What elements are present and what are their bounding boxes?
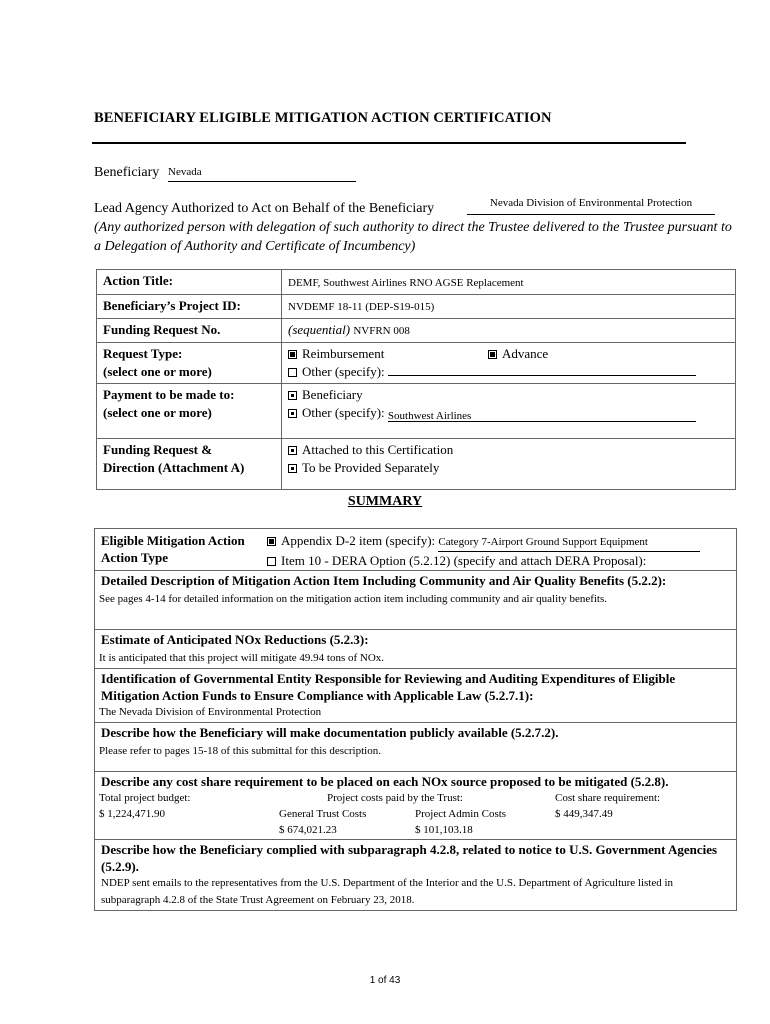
nox-cell bbox=[95, 630, 737, 669]
description-text[interactable]: See pages 4-14 for detailed information on the mitigation action item including community and air quality benefits. bbox=[99, 593, 608, 605]
page-title: BENEFICIARY ELIGIBLE MITIGATION ACTION CERTIFICATION bbox=[94, 110, 552, 126]
payment-options bbox=[282, 384, 736, 439]
appendix-value: Category 7-Airport Ground Support Equipment bbox=[438, 536, 648, 548]
general-trust-label: General Trust Costs bbox=[279, 808, 367, 820]
reimbursement-checkbox[interactable] bbox=[288, 350, 297, 359]
total-budget-label: Total project budget: bbox=[99, 792, 191, 804]
documentation-cell bbox=[95, 723, 737, 772]
action-type-label-1: Eligible Mitigation Action bbox=[101, 533, 245, 548]
description-cell bbox=[95, 571, 737, 630]
funding-direction-label bbox=[97, 439, 282, 490]
item10-label: Item 10 - DERA Option (5.2.12) (specify and attach DERA Proposal): bbox=[281, 553, 647, 568]
separately-option[interactable] bbox=[288, 459, 729, 477]
beneficiary-checkbox[interactable] bbox=[288, 391, 297, 400]
request-type-label bbox=[97, 343, 282, 384]
funding-no-label: Funding Request No. bbox=[97, 319, 282, 343]
beneficiary-option[interactable] bbox=[288, 386, 729, 404]
action-title-value[interactable]: DEMF, Southwest Airlines RNO AGSE Replacement bbox=[282, 270, 736, 295]
payment-other-checkbox[interactable] bbox=[288, 409, 297, 418]
appendix-label: Appendix D-2 item (specify): bbox=[281, 533, 436, 548]
attached-checkbox[interactable] bbox=[288, 446, 297, 455]
request-other-checkbox[interactable] bbox=[288, 368, 297, 377]
advance-label: Advance bbox=[502, 346, 549, 361]
gov-entity-cell bbox=[95, 669, 737, 723]
advance-checkbox[interactable] bbox=[488, 350, 497, 359]
total-budget-value[interactable]: $ 1,224,471.90 bbox=[99, 808, 165, 820]
beneficiary-label: Beneficiary bbox=[94, 165, 160, 180]
funding-direction-title-2: Direction (Attachment A) bbox=[103, 460, 245, 475]
trust-costs-column bbox=[279, 790, 555, 838]
reimbursement-option[interactable] bbox=[288, 345, 488, 363]
attached-label: Attached to this Certification bbox=[302, 442, 454, 457]
action-type-label-2: Action Type bbox=[101, 550, 169, 565]
beneficiary-option-label: Beneficiary bbox=[302, 387, 363, 402]
separately-label: To be Provided Separately bbox=[302, 460, 440, 475]
lead-agency-label: Lead Agency Authorized to Act on Behalf of the Beneficiary bbox=[94, 201, 435, 216]
summary-table bbox=[94, 528, 737, 911]
item10-checkbox[interactable] bbox=[267, 557, 276, 566]
cost-share-column bbox=[555, 790, 660, 838]
beneficiary-field[interactable] bbox=[168, 166, 356, 182]
project-id-label: Beneficiary’s Project ID: bbox=[97, 295, 282, 319]
notice-text[interactable]: NDEP sent emails to the representatives from the U.S. Department of the Interior and the U.S. Department of Agriculture listed in subparagraph 4.2.8 of the State Trust Agreement on February 23, 2018. bbox=[101, 877, 674, 906]
admin-costs-label: Project Admin Costs bbox=[415, 808, 507, 820]
action-type-options bbox=[267, 532, 700, 569]
payment-title: Payment to be made to: bbox=[103, 387, 235, 402]
general-trust-value[interactable]: $ 674,021.23 bbox=[279, 824, 337, 836]
appendix-option[interactable] bbox=[267, 532, 700, 552]
item10-option[interactable] bbox=[267, 552, 700, 569]
request-type-hint: (select one or more) bbox=[103, 364, 212, 379]
title-divider bbox=[92, 142, 686, 144]
request-other-option[interactable] bbox=[288, 363, 729, 381]
request-other-field[interactable] bbox=[388, 363, 696, 376]
funding-no-cell[interactable] bbox=[282, 319, 736, 343]
total-budget-column bbox=[99, 790, 279, 838]
notice-cell bbox=[95, 840, 737, 911]
request-type-options bbox=[282, 343, 736, 384]
appendix-checkbox[interactable] bbox=[267, 537, 276, 546]
appendix-field[interactable] bbox=[438, 534, 700, 552]
page-number: 1 of 43 bbox=[369, 975, 401, 986]
request-type-title: Request Type: bbox=[103, 346, 183, 361]
payment-other-value: Southwest Airlines bbox=[387, 410, 472, 422]
trust-paid-label: Project costs paid by the Trust: bbox=[327, 792, 463, 804]
funding-no-prefix: (sequential) bbox=[288, 322, 351, 337]
action-type-cell bbox=[95, 529, 737, 571]
description-header: Detailed Description of Mitigation Action Item Including Community and Air Quality Benefits (5.2.2): bbox=[101, 573, 667, 588]
cost-share-header: Describe any cost share requirement to be placed on each NOx source proposed to be mitigated (5.2.8). bbox=[101, 774, 669, 789]
advance-option[interactable] bbox=[488, 345, 548, 363]
cost-columns bbox=[101, 790, 730, 838]
payment-other-label: Other (specify): bbox=[302, 405, 385, 420]
cost-share-value[interactable]: $ 449,347.49 bbox=[555, 808, 613, 820]
notice-header: Describe how the Beneficiary complied with subparagraph 4.2.8, related to notice to U.S. Government Agencies (5.2.9). bbox=[101, 842, 718, 874]
reimbursement-label: Reimbursement bbox=[302, 346, 385, 361]
attached-option[interactable] bbox=[288, 441, 729, 459]
lead-agency-field[interactable] bbox=[467, 197, 715, 215]
payment-other-field[interactable] bbox=[388, 407, 696, 422]
project-id-value[interactable]: NVDEMF 18-11 (DEP-S19-015) bbox=[282, 295, 736, 319]
admin-costs-value[interactable]: $ 101,103.18 bbox=[415, 824, 473, 836]
beneficiary-row bbox=[94, 165, 159, 181]
nox-header: Estimate of Anticipated NOx Reductions (5.2.3): bbox=[101, 632, 369, 647]
summary-heading: SUMMARY bbox=[347, 494, 423, 509]
gov-entity-header: Identification of Governmental Entity Responsible for Reviewing and Auditing Expenditures of Eligible Mitigation Action Funds to Ensure Compliance with Applicable Law (5.2.7.1): bbox=[101, 671, 676, 703]
lead-agency-note: (Any authorized person with delegation of such authority to direct the Trustee delivered to the Trustee pursuant to a Delegation of Authority and Certificate of Incumbency) bbox=[94, 220, 732, 254]
action-title-label: Action Title: bbox=[97, 270, 282, 295]
gov-entity-text[interactable]: The Nevada Division of Environmental Protection bbox=[99, 706, 322, 718]
separately-checkbox[interactable] bbox=[288, 464, 297, 473]
nox-text[interactable]: It is anticipated that this project will mitigate 49.94 tons of NOx. bbox=[99, 652, 385, 664]
beneficiary-value: Nevada bbox=[168, 166, 202, 178]
request-info-table bbox=[96, 269, 736, 490]
documentation-text[interactable]: Please refer to pages 15-18 of this submittal for this description. bbox=[99, 745, 381, 757]
funding-direction-title-1: Funding Request & bbox=[103, 442, 213, 457]
payment-label bbox=[97, 384, 282, 439]
funding-no-value: NVFRN 008 bbox=[353, 325, 410, 337]
cost-share-label: Cost share requirement: bbox=[555, 792, 661, 804]
cost-share-cell bbox=[95, 772, 737, 840]
request-other-label: Other (specify): bbox=[302, 364, 385, 379]
lead-agency-value: Nevada Division of Environmental Protection bbox=[489, 197, 693, 209]
payment-hint: (select one or more) bbox=[103, 405, 212, 420]
funding-direction-options bbox=[282, 439, 736, 490]
documentation-header: Describe how the Beneficiary will make documentation publicly available (5.2.7.2). bbox=[101, 725, 559, 740]
action-type-label bbox=[101, 532, 267, 569]
payment-other-option[interactable] bbox=[288, 404, 729, 422]
